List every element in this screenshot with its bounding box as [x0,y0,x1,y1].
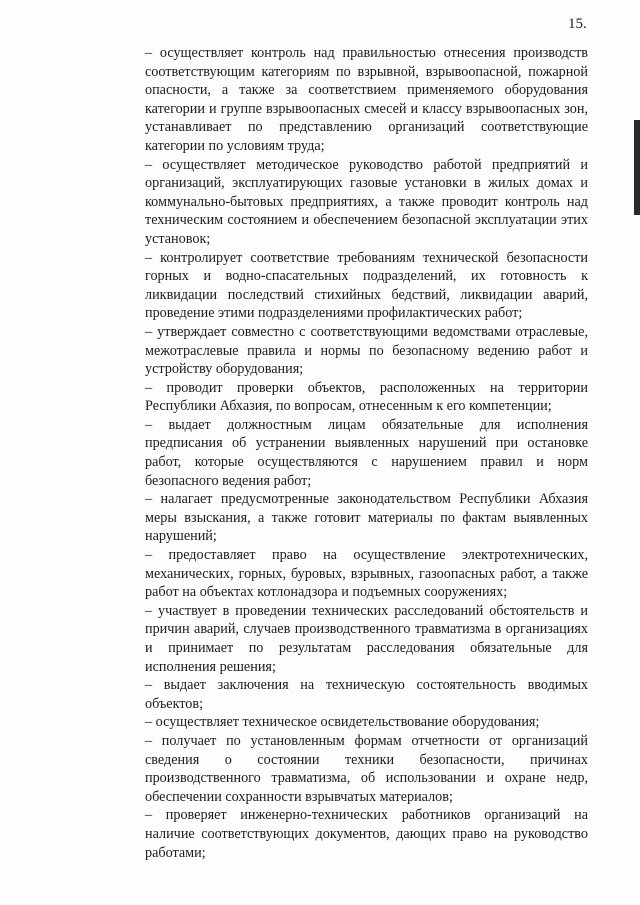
scan-edge-mark [634,120,640,215]
document-body [145,44,588,862]
list-item: – выдает должностным лицам обязательные для исполнения предписания об устранении выявленных нарушений при остановке работ, которые осуществляются с нарушением правил и норм безопасного ведения работ; [145,416,588,489]
list-item: – участвует в проведении технических расследований обстоятельств и причин аварий, случаев производственного травматизма в организациях и принимает по результатам расследования обязательные для исполнения решения; [145,602,588,675]
list-item: – налагает предусмотренные законодательством Республики Абхазия меры взыскания, а также готовит материалы по фактам выявленных нарушений; [145,491,588,545]
list-item: – выдает заключения на техническую состоятельность вводимых объектов; [145,677,588,712]
list-item: – проводит проверки объектов, расположенных на территории Республики Абхазия, по вопросам, отнесенным к его компетенции; [145,379,588,415]
list-item: – утверждает совместно с соответствующими ведомствами отраслевые, межотраслевые правила и нормы по безопасному ведению работ и устройству оборудования; [145,323,588,378]
list-item: – контролирует соответствие требованиям технической безопасности горных и водно-спасательных подразделений, их готовность к ликвидации последствий стихийных бедствий, ликвидации аварий, проведение этими подразделениями профилактических работ; [145,249,588,322]
list-item: – осуществляет контроль над правильностью отнесения производств соответствующим категориям по взрывной, взрывоопасной, пожарной опасности, а также за соответствием применяемого оборудования категории и группе взрывоопасных смесей и классу взрывоопасных зон, устанавливает по представлению организаций соответствующие категории по условиям труда; [145,45,588,154]
page-number: 15. [568,16,587,32]
list-item: – предоставляет право на осуществление электротехнических, механических, горных, буровых, взрывных, газоопасных работ, а также работ на объектах котлонадзора и подъемных сооружениях; [145,547,588,601]
list-item: – осуществляет техническое освидетельствование оборудования; [145,714,540,731]
list-item: – получает по установленным формам отчетности от организаций сведения о состоянии техники безопасности, причинах производственного травматизма, об использовании и охране недр, обеспечении сохранности взрывчатых материалов; [145,732,588,805]
list-item: – осуществляет методическое руководство работой предприятий и организаций, эксплуатирующих газовые установки в жилых домах и коммунально-бытовых предприятиях, а также проводит контроль над техническим состоянием и обеспечением безопасной эксплуатации этих установок; [145,156,588,247]
list-item: – проверяет инженерно-технических работников организаций на наличие соответствующих документов, дающих право на руководство работами; [145,807,588,861]
